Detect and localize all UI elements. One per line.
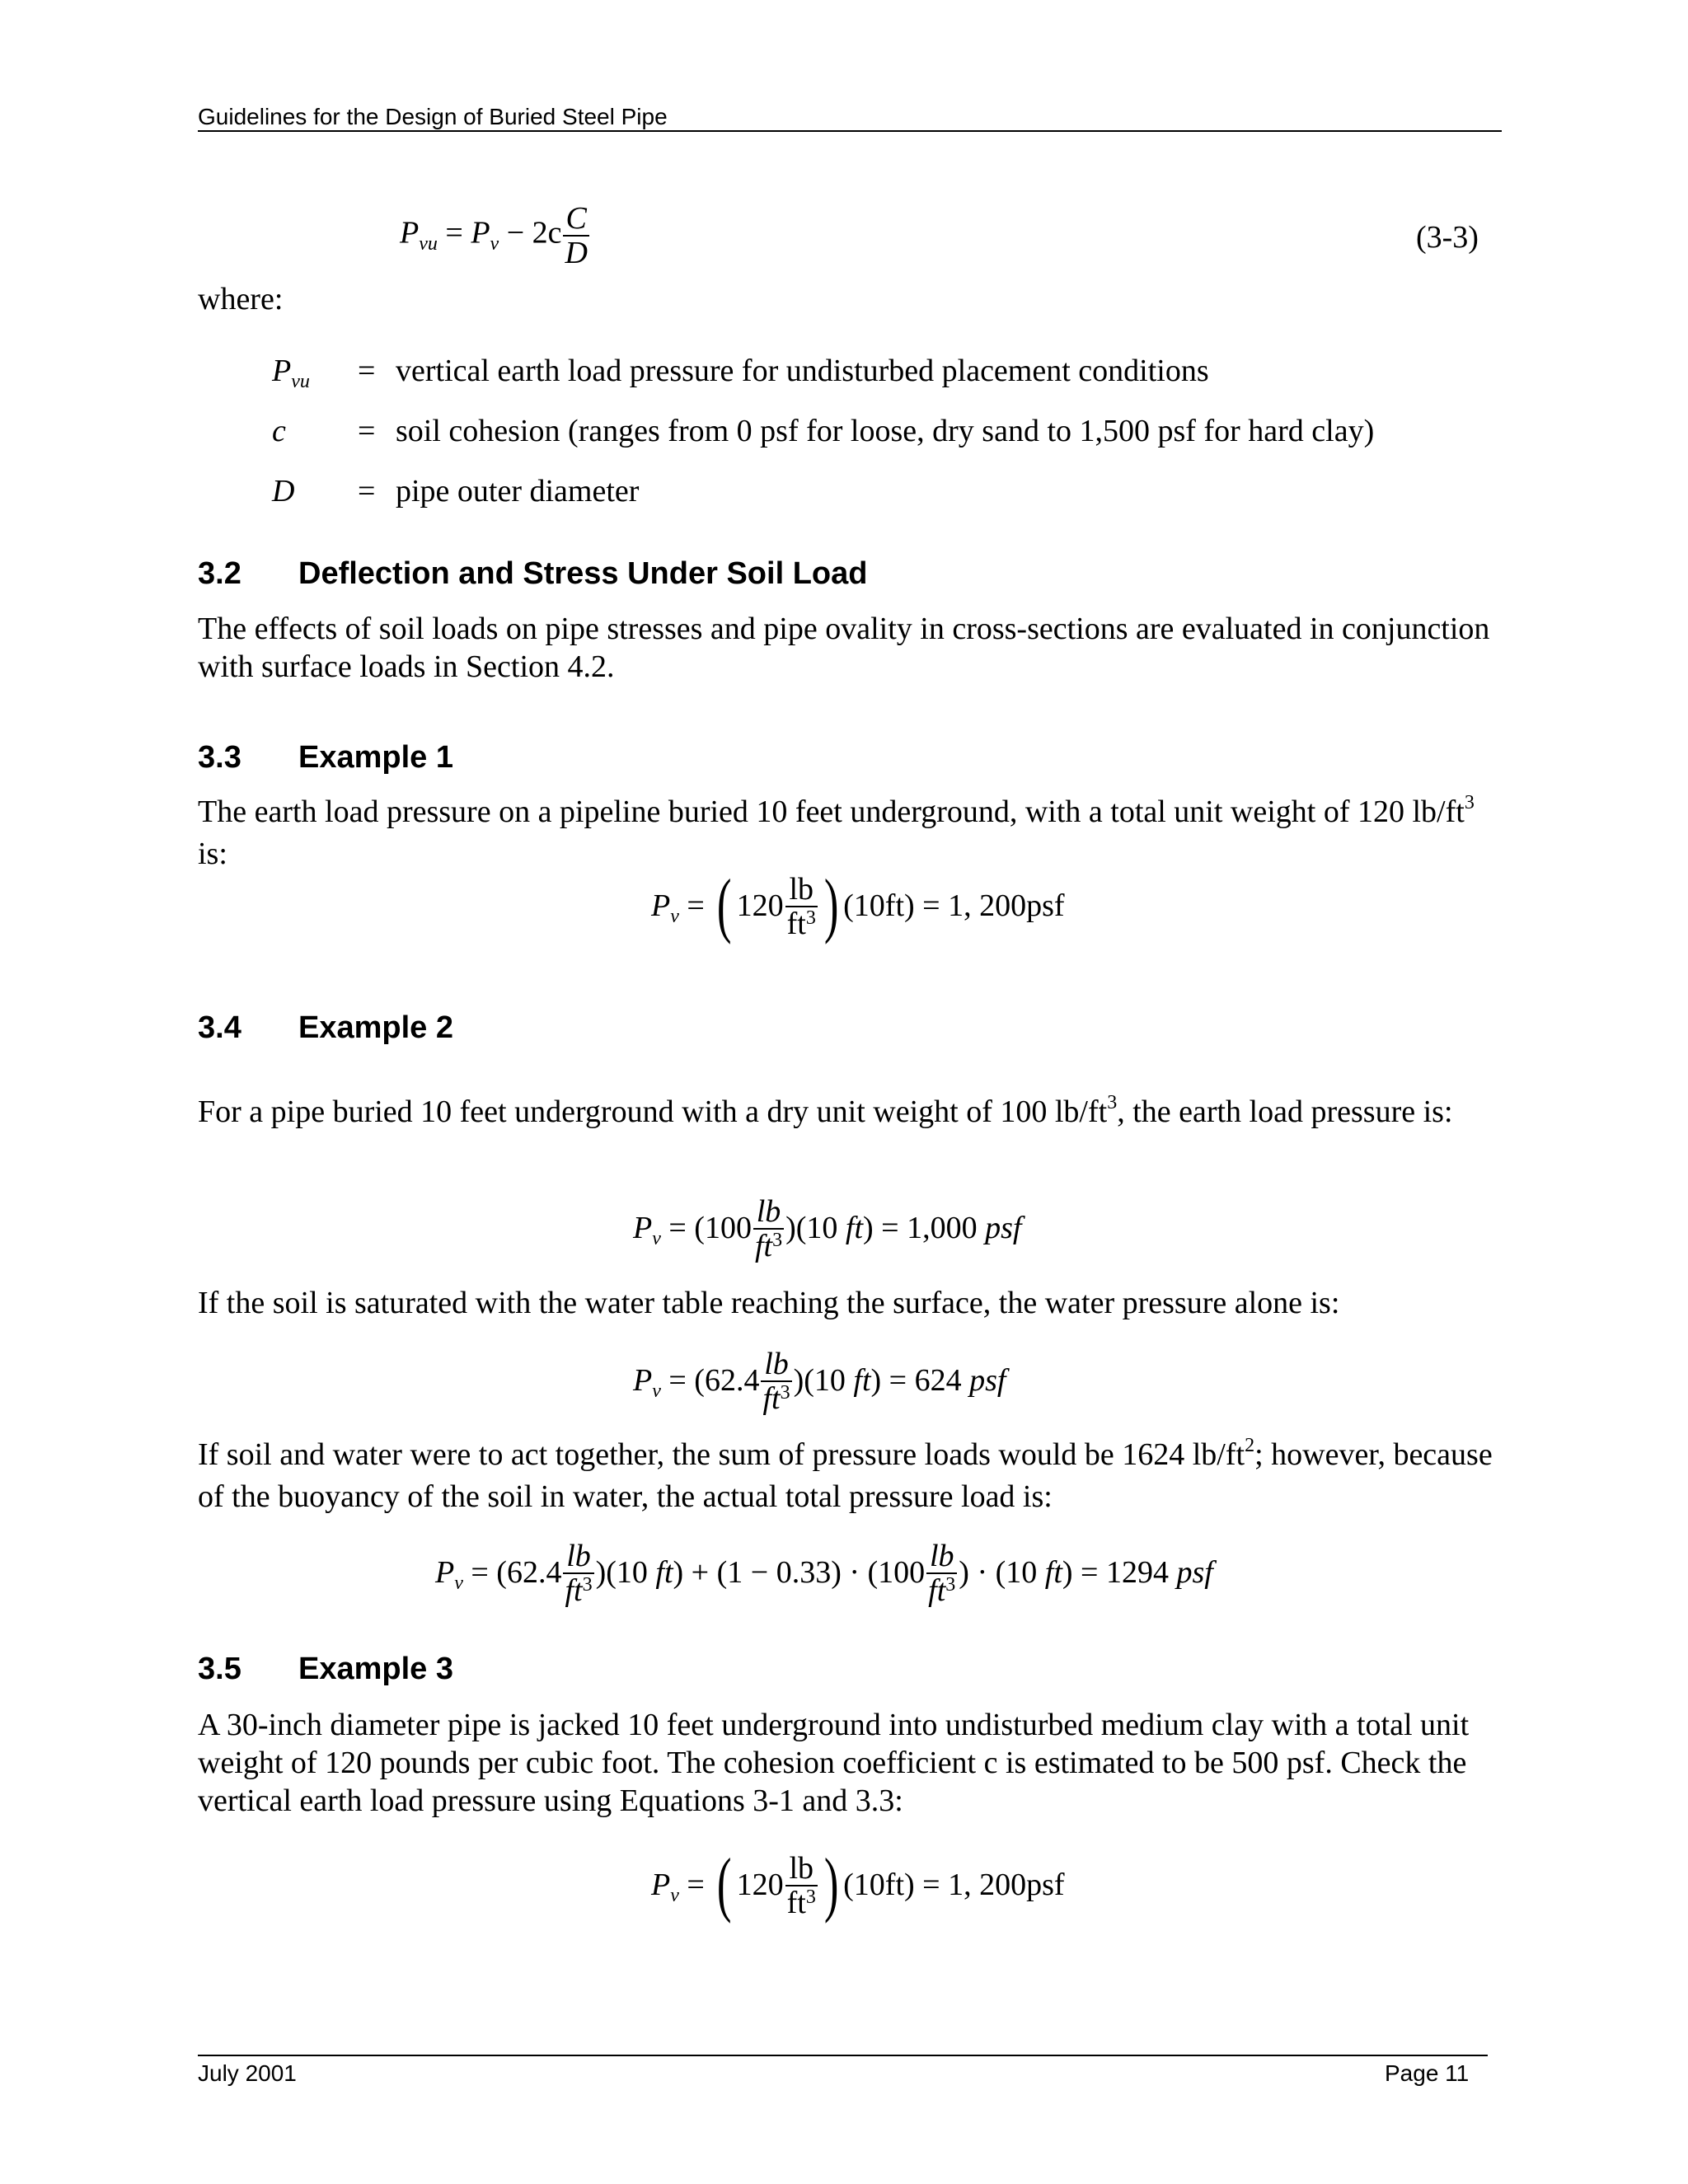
definition-equals: = xyxy=(358,354,376,388)
eq-text: = (62.4 xyxy=(462,1555,562,1591)
definition-text: soil cohesion (ranges from 0 psf for loose, dry sand to 1,500 psf for hard clay) xyxy=(396,414,1375,448)
eq-unit: ft xyxy=(655,1555,673,1591)
section-heading-3-3 xyxy=(198,740,453,776)
definition-equals: = xyxy=(358,474,376,509)
eq-numerator: lb xyxy=(764,1347,789,1381)
definition-row xyxy=(0,473,1688,511)
equation-example-2b xyxy=(633,1347,1006,1419)
eq-text: = (100 xyxy=(660,1211,752,1246)
eq-text: (10ft) = 1, 200psf xyxy=(843,888,1065,924)
paragraph-text: For a pipe buried 10 feet underground with a dry unit weight of 100 lb/ft xyxy=(198,1094,1108,1129)
eq-operator: = xyxy=(678,888,713,924)
eq-symbol: P xyxy=(633,1363,653,1399)
eq-symbol: P xyxy=(400,215,420,251)
eq-denominator: D xyxy=(565,236,588,270)
eq-symbol: P xyxy=(633,1211,653,1246)
definition-symbol: c xyxy=(272,414,286,448)
where-label: where: xyxy=(198,282,284,316)
section-3-5-paragraph: A 30-inch diameter pipe is jacked 10 feet underground into undisturbed medium clay with a total unit weight of 120 pounds per cubic foot. The cohesion coefficient c is estimated to be 500 psf. Check the vertical earth load pressure using Equations 3-1 and 3.3: xyxy=(198,1708,1470,1818)
running-header xyxy=(198,99,1502,132)
paragraph-text: If soil and water were to act together, the sum of pressure loads would be 1624 lb/ft xyxy=(198,1437,1245,1472)
section-title: Deflection and Stress Under Soil Load xyxy=(298,556,868,591)
section-title: Example 3 xyxy=(298,1652,453,1686)
definition-symbol: D xyxy=(272,474,295,509)
definition-row xyxy=(0,353,1688,391)
section-number: 3.3 xyxy=(198,740,241,775)
eq-unit: ft xyxy=(845,1211,864,1246)
eq-numerator: lb xyxy=(929,1539,954,1573)
eq-number: 120 xyxy=(736,1868,784,1903)
eq-text: )(10 xyxy=(595,1555,656,1591)
section-number: 3.2 xyxy=(198,556,241,591)
denominator-text: ft xyxy=(786,907,806,941)
eq-denominator xyxy=(785,1885,818,1924)
eq-numerator: lb xyxy=(756,1194,781,1229)
symbol-subscript: vu xyxy=(291,371,310,392)
section-3-4-paragraph-3 xyxy=(198,1436,1508,1516)
section-3-4-paragraph-2: If the soil is saturated with the water table reaching the surface, the water pressure alone is: xyxy=(198,1286,1340,1320)
section-title: Example 2 xyxy=(298,1010,453,1045)
eq-subscript: v xyxy=(670,1885,679,1907)
eq-unit: ft xyxy=(1044,1555,1062,1591)
equation-example-2c xyxy=(435,1540,1213,1611)
definition-text: vertical earth load pressure for undisturbed placement conditions xyxy=(396,354,1209,388)
equation-example-3 xyxy=(651,1846,1065,1929)
eq-denominator xyxy=(563,1572,593,1611)
denominator-text: ft xyxy=(754,1229,773,1263)
eq-subscript: v xyxy=(652,1228,661,1250)
section-title: Example 1 xyxy=(298,740,453,775)
superscript: 3 xyxy=(1107,1092,1118,1113)
eq-subscript: vu xyxy=(419,232,438,255)
superscript: 3 xyxy=(1464,792,1475,813)
superscript: 3 xyxy=(805,907,816,929)
eq-text: )(10 xyxy=(793,1363,854,1399)
section-number: 3.5 xyxy=(198,1652,241,1686)
eq-unit: psf xyxy=(985,1211,1022,1246)
eq-denominator xyxy=(753,1228,784,1267)
section-heading-3-5 xyxy=(198,1652,453,1687)
eq-unit: ft xyxy=(853,1363,871,1399)
symbol-text: P xyxy=(272,354,292,388)
eq-numerator: C xyxy=(565,201,587,236)
eq-fraction xyxy=(785,1852,818,1924)
eq-denominator xyxy=(926,1572,957,1611)
footer-rule xyxy=(198,2055,1488,2056)
superscript: 3 xyxy=(945,1574,956,1596)
eq-symbol: P xyxy=(651,1868,671,1903)
superscript: 3 xyxy=(805,1886,816,1908)
definition-equals: = xyxy=(358,414,376,448)
section-3-2-paragraph: The effects of soil loads on pipe stresses and pipe ovality in cross-sections are evaluated in conjunction with surface loads in Section 4.2. xyxy=(198,612,1490,684)
section-heading-3-2 xyxy=(198,556,867,592)
eq-fraction xyxy=(785,873,818,944)
superscript: 3 xyxy=(780,1382,790,1404)
header-title: Guidelines for the Design of Buried Steel Pipe xyxy=(198,104,668,129)
equation-example-1 xyxy=(651,867,1065,950)
eq-numerator: lb xyxy=(789,1851,814,1886)
eq-subscript: v xyxy=(490,232,499,255)
definition-symbol xyxy=(272,353,310,392)
right-paren-icon: ) xyxy=(823,1844,839,1924)
superscript: 2 xyxy=(1245,1435,1255,1456)
eq-fraction xyxy=(761,1347,791,1419)
eq-numerator: lb xyxy=(789,872,814,907)
equation-example-2a xyxy=(633,1195,1021,1267)
eq-fraction xyxy=(563,202,588,269)
eq-text: )(10 xyxy=(785,1211,846,1246)
denominator-text: ft xyxy=(928,1573,946,1608)
paragraph-text: ; however, because of the buoyancy of the soil in water, the actual total pressure load is: xyxy=(198,1437,1493,1514)
right-paren-icon: ) xyxy=(823,865,839,945)
denominator-text: ft xyxy=(565,1573,583,1608)
eq-text: (10ft) = 1, 200psf xyxy=(843,1868,1065,1903)
eq-fraction xyxy=(753,1195,784,1267)
eq-operator: = xyxy=(437,215,471,251)
eq-fraction xyxy=(563,1540,593,1611)
paragraph-text: The earth load pressure on a pipeline buried 10 feet underground, with a total unit weight of 120 lb/ft xyxy=(198,794,1465,829)
footer-date: July 2001 xyxy=(198,2060,297,2086)
left-paren-icon: ( xyxy=(717,1844,732,1924)
section-3-3-paragraph xyxy=(198,793,1508,873)
eq-operator: = xyxy=(678,1868,713,1903)
eq-text: = (62.4 xyxy=(660,1363,760,1399)
eq-denominator xyxy=(761,1380,791,1419)
superscript: 3 xyxy=(772,1230,783,1251)
equation-number: (3-3) xyxy=(1416,220,1479,255)
eq-symbol: P xyxy=(651,888,671,924)
eq-unit: psf xyxy=(1176,1555,1213,1591)
footer-page-number: Page 11 xyxy=(1385,2060,1470,2086)
equation-3-3 xyxy=(400,202,591,269)
eq-text: ) = 1,000 xyxy=(863,1211,986,1246)
eq-denominator xyxy=(785,906,818,944)
eq-subscript: v xyxy=(652,1380,661,1403)
eq-text: ) + (1 − 0.33) · (100 xyxy=(673,1555,926,1591)
definition-text: pipe outer diameter xyxy=(396,474,640,509)
denominator-text: ft xyxy=(762,1381,781,1416)
denominator-text: ft xyxy=(786,1886,806,1920)
superscript: 3 xyxy=(582,1574,593,1596)
eq-number: 120 xyxy=(736,888,784,924)
eq-unit: psf xyxy=(969,1363,1006,1399)
section-number: 3.4 xyxy=(198,1010,241,1045)
eq-numerator: lb xyxy=(566,1539,591,1573)
eq-symbol: P xyxy=(471,215,490,251)
eq-text: ) = 1294 xyxy=(1062,1555,1177,1591)
section-3-4-paragraph-1 xyxy=(198,1093,1508,1135)
definition-row xyxy=(0,413,1688,451)
eq-operator: − 2c xyxy=(499,215,562,251)
eq-text: ) = 624 xyxy=(870,1363,970,1399)
eq-fraction xyxy=(926,1540,957,1611)
eq-subscript: v xyxy=(454,1572,463,1595)
left-paren-icon: ( xyxy=(717,865,732,945)
eq-subscript: v xyxy=(670,906,679,928)
eq-text: ) · (10 xyxy=(959,1555,1045,1591)
paragraph-text: is: xyxy=(198,837,227,871)
paragraph-text: , the earth load pressure is: xyxy=(1117,1094,1453,1129)
section-heading-3-4 xyxy=(198,1010,453,1046)
eq-symbol: P xyxy=(435,1555,455,1591)
